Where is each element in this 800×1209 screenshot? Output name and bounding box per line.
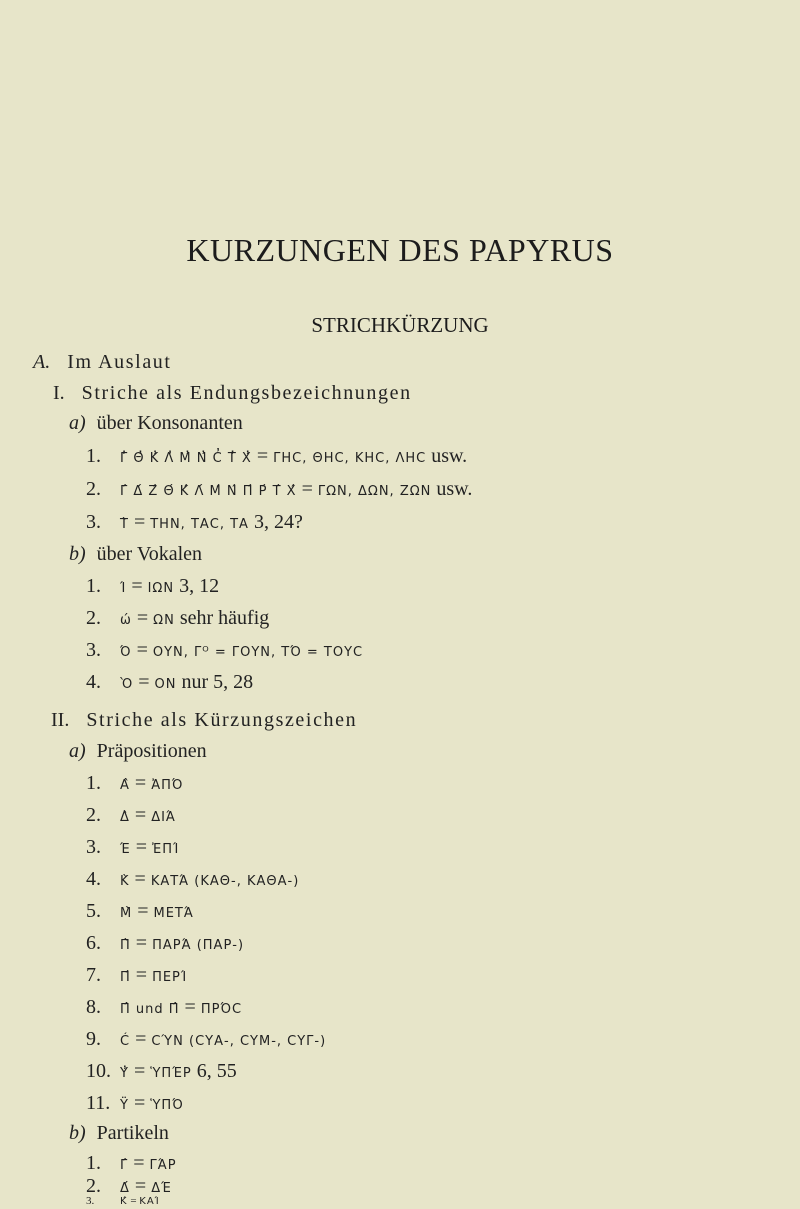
equals-sign: = [136,607,149,629]
part-2-sub-b-heading [69,1123,169,1143]
item-number: 2. [86,804,101,826]
list-item [86,965,187,985]
item-note: nur 5, 28 [181,671,254,693]
expansion: ἘΠΊ [151,842,180,857]
expansion: ΠΕΡΊ [152,970,188,985]
list-item [86,1061,237,1081]
abbrev-glyphs: Π̂ und Π̂ [120,1002,180,1017]
abbrev-glyphs: Υ̓ [120,1066,129,1081]
part-1-text: Striche als Endungsbezeichnungen [81,382,412,404]
expansion: ὙΠΈΡ [150,1066,192,1081]
abbrev-glyphs: Μ̀ [120,906,133,921]
item-number: 10. [86,1060,111,1082]
list-item [86,869,299,889]
list-item [86,576,219,596]
expansion: ΓΆΡ [149,1158,177,1173]
part-2-sub-a-heading [69,741,207,761]
item-number: 7. [86,964,101,986]
list-item [86,805,176,825]
equals-sign: = [134,804,147,826]
abbrev-glyphs: Κ́ [120,1196,128,1207]
list-item [86,608,269,628]
abbrev-glyphs: Α̂ [120,778,130,793]
abbrev-glyphs: Τ̀ [120,517,129,532]
expansion: ΚΑΊ [139,1196,160,1207]
part-1-heading [53,383,412,403]
abbrev-glyphs: Ϋ [120,1098,129,1113]
item-number: 8. [86,996,101,1018]
item-number: 3. [86,511,101,533]
part-1-sub-a-label: a) [69,412,86,434]
part-2-text: Striche als Kürzungszeichen [86,709,358,731]
page-title: KURZUNGEN DES PAPYRUS [186,232,614,268]
list-item [86,512,303,532]
equals-sign: = [301,478,313,500]
item-number: 3. [86,1195,95,1207]
list-item [86,773,183,793]
equals-sign: = [136,639,148,661]
equals-sign: = [137,900,149,922]
section-a-text: Im Auslaut [67,351,172,373]
equals-sign: = [138,671,150,693]
part-2-sub-a-text: Präpositionen [96,740,207,762]
item-number: 1. [86,1152,101,1174]
expansion: ΤΗΝ, ΤΑC, ΤΑ [150,517,249,532]
list-item [86,1196,160,1207]
abbrev-glyphs: Π́ [120,970,131,985]
section-a-heading [33,352,172,372]
expansion: ΜΕΤΆ [153,906,194,921]
list-item [86,1153,177,1173]
abbrev-glyphs: Δ́ [120,1181,130,1196]
equals-sign: = [135,836,147,858]
part-2-label: II. [51,709,70,731]
list-item [86,933,244,953]
expansion: ΠΡΌC [200,1002,243,1017]
item-number: 6. [86,932,101,954]
expansion: ΚΑΤΆ (ΚΑΘ-, ΚΑΘΑ-) [150,874,300,889]
page-subtitle: STRICHKÜRZUNG [311,313,489,337]
part-1-sub-a-text: über Konsonanten [96,412,243,434]
equals-sign: = [134,772,147,794]
list-item [86,479,472,499]
equals-sign: = [134,868,146,890]
expansion: CΎΝ (CΥΑ-, CΥΜ-, CΥΓ-) [151,1034,327,1049]
abbrev-glyphs: Έ [120,842,131,857]
expansion: ΓΗC, ΘΗC, ΚΗC, ΛΗC [273,451,427,466]
list-item [86,997,242,1017]
item-note: usw. [436,478,473,500]
list-item [86,446,467,466]
list-item [86,672,253,692]
expansion: ΩΝ [153,613,175,628]
item-number: 1. [86,575,101,597]
list-item [86,837,179,857]
abbrev-glyphs: Ὸ [120,677,134,692]
abbrev-glyphs: Ό [120,645,132,660]
part-2-sub-a-label: a) [69,740,86,762]
part-2-sub-b-text: Partikeln [96,1122,169,1144]
item-number: 1. [86,445,101,467]
abbrev-glyphs: ώ [120,613,132,628]
equals-sign: = [131,575,143,597]
part-1-sub-b-text: über Vokalen [96,543,203,565]
expansion: ΓΩΝ, ΔΩΝ, ΖΩΝ [317,484,432,499]
item-number: 11. [86,1092,111,1114]
item-number: 4. [86,671,101,693]
abbrev-glyphs: Γ̓ Θ̓ Κ̓ Λ̓ Μ̓ Ν̓ C̓ Τ̓ Χ̓ [120,451,252,466]
item-note: 3, 12 [179,575,220,597]
abbrev-glyphs: Δ̀ [120,810,130,825]
equals-sign: = [133,511,146,533]
equals-sign: = [184,996,196,1018]
part-1-sub-b-heading [69,544,202,564]
abbrev-glyphs: Ί [120,581,127,596]
equals-sign: = [256,445,269,467]
item-number: 5. [86,900,101,922]
item-note: usw. [431,445,468,467]
expansion: ΔΈ [151,1181,172,1196]
equals-sign: = [133,1092,146,1114]
item-number: 9. [86,1028,101,1050]
item-note: sehr häufig [179,607,270,629]
item-number: 4. [86,868,101,890]
expansion: ΙΩΝ [147,581,175,596]
part-1-sub-a-heading [69,413,243,433]
list-item [86,901,194,921]
list-item [86,640,363,660]
equals-sign: = [130,1195,137,1207]
item-number: 2. [86,1175,101,1197]
expansion: ΟΥΝ, Γᴼ = ΓΟΥΝ, ΤΌ = ΤΟΥC [152,645,364,660]
expansion: ΔΙΆ [151,810,176,825]
equals-sign: = [134,1175,147,1197]
item-note: 6, 55 [196,1060,237,1082]
list-item [86,1029,326,1049]
abbrev-glyphs: Κ̀ [120,874,130,889]
equals-sign: = [135,964,148,986]
equals-sign: = [133,1060,146,1082]
expansion: ΠΑΡΆ (ΠΑΡ-) [152,938,245,953]
part-1-sub-b-label: b) [69,543,86,565]
abbrev-glyphs: Γ́ Δ́ Ζ́ Θ́ Κ́ Λ́ Μ́ Ν́ Π́ Ρ́ Τ́ Χ́ [120,484,297,499]
item-number: 2. [86,607,101,629]
item-number: 1. [86,772,101,794]
expansion: ΟΝ [154,677,177,692]
abbrev-glyphs: Π̀ [120,938,131,953]
equals-sign: = [133,1152,145,1174]
item-number: 2. [86,478,101,500]
list-item [86,1176,172,1196]
equals-sign: = [135,1028,147,1050]
abbrev-glyphs: Ć [120,1034,131,1049]
expansion: ὙΠΌ [150,1098,184,1113]
abbrev-glyphs: Γ́ [120,1158,129,1173]
list-item [86,1093,184,1113]
part-2-heading [51,710,357,730]
part-2-sub-b-label: b) [69,1122,86,1144]
part-1-label: I. [53,382,65,404]
item-number: 3. [86,836,101,858]
section-a-label: A. [33,351,51,373]
item-number: 3. [86,639,101,661]
item-note: 3, 24? [253,511,303,533]
expansion: ἈΠΌ [151,778,184,793]
equals-sign: = [135,932,148,954]
